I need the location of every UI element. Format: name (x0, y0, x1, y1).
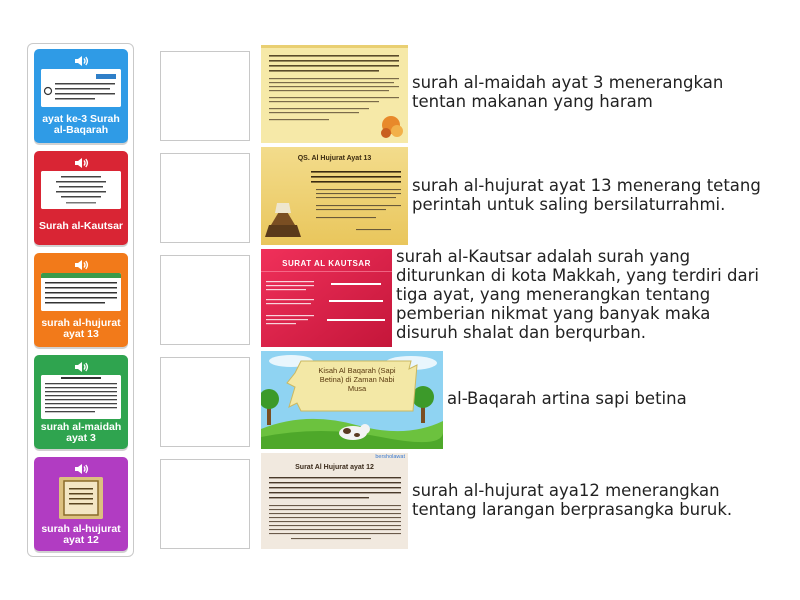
tile-label: Surah al-Kautsar (38, 220, 124, 232)
picture-title: Kisah Al Baqarah (Sapi Betina) di Zaman Nabi Musa (318, 366, 396, 393)
speaker-icon[interactable] (34, 462, 128, 476)
answer-tile-kautsar[interactable] (34, 151, 128, 245)
description-2: surah al-hujurat ayat 13 menerang tetang perintah untuk saling bersilaturrahmi. (412, 176, 761, 214)
tile-thumbnail (41, 171, 121, 209)
description-5: surah al-hujurat aya12 menerangkan tentang larangan berprasangka buruk. (412, 481, 733, 519)
answer-tile-baqarah-3[interactable] (34, 49, 128, 143)
tile-label: surah al-maidah ayat 3 (40, 421, 122, 444)
picture-title: Surat Al Hujurat ayat 12 (295, 464, 374, 471)
drop-slot-2[interactable] (160, 153, 250, 243)
speaker-icon[interactable] (34, 360, 128, 374)
drop-slot-3[interactable] (160, 255, 250, 345)
drop-slot-4[interactable] (160, 357, 250, 447)
tile-thumbnail (41, 69, 121, 107)
tile-label: surah al-hujurat ayat 12 (41, 523, 121, 546)
description-1: surah al-maidah ayat 3 menerangkan tentan makanan yang haram (412, 73, 724, 111)
speaker-icon[interactable] (34, 156, 128, 170)
answer-tile-maidah-3[interactable] (34, 355, 128, 449)
tile-thumbnail (41, 375, 121, 419)
tile-thumbnail (41, 273, 121, 311)
tile-thumbnail (59, 477, 103, 519)
picture-baqarah (261, 351, 443, 449)
description-4: al-Baqarah artina sapi betina (447, 389, 687, 408)
speaker-icon[interactable] (34, 54, 128, 68)
tile-label: surah al-hujurat ayat 13 (41, 316, 121, 340)
picture-maidah-3 (261, 45, 408, 143)
picture-title: SURAT AL KAUTSAR (282, 259, 371, 268)
picture-hujurat-12 (261, 453, 408, 549)
drop-slot-5[interactable] (160, 459, 250, 549)
picture-kautsar (261, 249, 392, 347)
answer-tile-hujurat-13[interactable] (34, 253, 128, 347)
answer-tile-hujurat-12[interactable] (34, 457, 128, 551)
description-3: surah al-Kautsar adalah surah yang diturunkan di kota Makkah, yang terdiri dari tiga ayat, yang menerangkan tentang pemberian nikmat yang banyak maka disuruh shalat dan berqurban. (396, 247, 759, 342)
speaker-icon[interactable] (34, 258, 128, 272)
tile-label: ayat ke-3 Surah al-Baqarah (42, 112, 120, 136)
picture-title: QS. Al Hujurat Ayat 13 (297, 155, 372, 162)
picture-hujurat-13 (261, 147, 408, 245)
drop-slot-1[interactable] (160, 51, 250, 141)
picture-watermark: bersholawat (375, 454, 405, 460)
